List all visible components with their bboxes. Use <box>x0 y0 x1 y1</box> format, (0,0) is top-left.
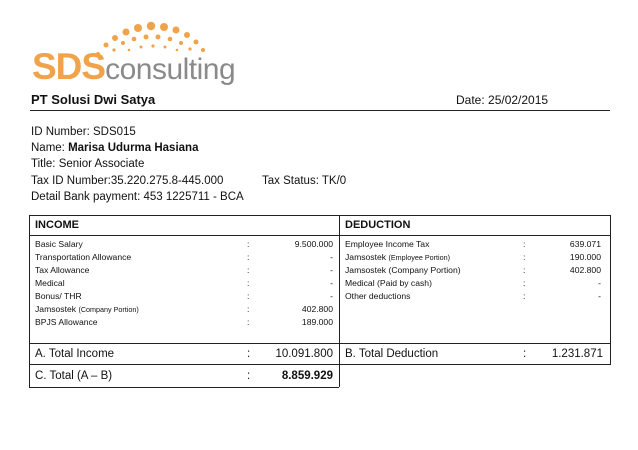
income-jamsostek-sub: (Company Portion) <box>78 305 139 314</box>
income-tax-allowance-amount: - <box>330 265 333 275</box>
total-income-label: A. Total Income <box>35 348 115 360</box>
income-bpjs-colon: : <box>247 317 250 327</box>
deduction-jamsostek-company-label: Jamsostek (Company Portion) <box>345 265 461 275</box>
table-border-left <box>29 215 30 387</box>
income-bonus-label: Bonus/ THR <box>35 291 82 301</box>
company-name: PT Solusi Dwi Satya <box>31 92 156 107</box>
income-medical-colon: : <box>247 278 250 288</box>
employee-tax-id: Tax ID Number:35.220.275.8-445.000 <box>31 175 224 187</box>
employee-id: ID Number: SDS015 <box>31 126 136 138</box>
net-total-colon: : <box>247 370 251 382</box>
total-income-colon: : <box>247 348 251 360</box>
deduction-other-colon: : <box>523 291 526 301</box>
income-basic-salary-label: Basic Salary <box>35 239 83 249</box>
employee-tax-status: Tax Status: TK/0 <box>262 175 347 187</box>
employee-name <box>31 142 198 154</box>
income-transport-label: Transportation Allowance <box>35 252 132 262</box>
deduction-income-tax-colon: : <box>523 239 526 249</box>
logo-brand-bold: SDS <box>32 46 106 87</box>
deduction-medical-label: Medical (Paid by cash) <box>345 278 432 288</box>
table-border-right <box>610 215 611 364</box>
net-total-label: C. Total (A – B) <box>35 370 113 382</box>
income-medical-label: Medical <box>35 278 65 288</box>
income-transport-colon: : <box>247 252 250 262</box>
income-basic-salary-colon: : <box>247 239 250 249</box>
income-tax-allowance-colon: : <box>247 265 250 275</box>
employee-title: Title: Senior Associate <box>31 158 145 170</box>
income-basic-salary-amount: 9.500.000 <box>294 239 333 249</box>
payslip-date: Date: 25/02/2015 <box>456 93 549 107</box>
income-bonus-amount: - <box>330 291 333 301</box>
logo-brand-light: consulting <box>105 53 236 86</box>
deduction-jamsostek-employee-label <box>345 252 450 262</box>
net-total-amount: 8.859.929 <box>281 370 333 382</box>
deduction-jamsostek-employee-amount: 190.000 <box>569 252 601 262</box>
deduction-income-tax-label: Employee Income Tax <box>345 239 430 249</box>
table-border-bottom <box>29 387 339 388</box>
deduction-medical-amount: - <box>598 278 601 288</box>
deduction-heading: DEDUCTION <box>345 219 411 231</box>
income-jamsostek-amount: 402.800 <box>301 304 333 314</box>
total-deduction-colon: : <box>523 348 527 360</box>
income-bpjs-label: BPJS Allowance <box>35 317 98 327</box>
table-column-divider <box>339 215 340 387</box>
header-divider <box>30 110 610 111</box>
income-jamsostek-colon: : <box>247 304 250 314</box>
table-header-divider <box>29 235 611 236</box>
employee-name-label: Name: <box>31 142 69 154</box>
company-logo <box>28 12 236 87</box>
income-jamsostek-label <box>35 304 139 314</box>
table-net-divider <box>29 364 611 365</box>
income-transport-amount: - <box>330 252 333 262</box>
employee-name-value: Marisa Udurma Hasiana <box>68 142 199 154</box>
deduction-jamsostek-employee-main: Jamsostek <box>345 252 389 262</box>
income-heading: INCOME <box>35 219 79 231</box>
deduction-jamsostek-company-amount: 402.800 <box>569 265 601 275</box>
total-deduction-amount: 1.231.871 <box>551 348 603 360</box>
deduction-other-label: Other deductions <box>345 291 411 301</box>
payslip-table <box>29 215 611 387</box>
income-tax-allowance-label: Tax Allowance <box>35 265 90 275</box>
deduction-income-tax-amount: 639.071 <box>569 239 601 249</box>
income-medical-amount: - <box>330 278 333 288</box>
table-border-top <box>29 215 611 216</box>
deduction-medical-colon: : <box>523 278 526 288</box>
deduction-other-amount: - <box>598 291 601 301</box>
deduction-jamsostek-company-colon: : <box>523 265 526 275</box>
deduction-jamsostek-employee-sub: (Employee Portion) <box>388 253 450 262</box>
income-bonus-colon: : <box>247 291 250 301</box>
income-bpjs-amount: 189.000 <box>301 317 333 327</box>
income-jamsostek-main: Jamsostek <box>35 304 79 314</box>
employee-bank-detail: Detail Bank payment: 453 1225711 - BCA <box>31 191 244 203</box>
total-deduction-label: B. Total Deduction <box>345 348 439 360</box>
deduction-jamsostek-employee-colon: : <box>523 252 526 262</box>
total-income-amount: 10.091.800 <box>275 348 333 360</box>
table-totals-divider <box>29 343 611 344</box>
